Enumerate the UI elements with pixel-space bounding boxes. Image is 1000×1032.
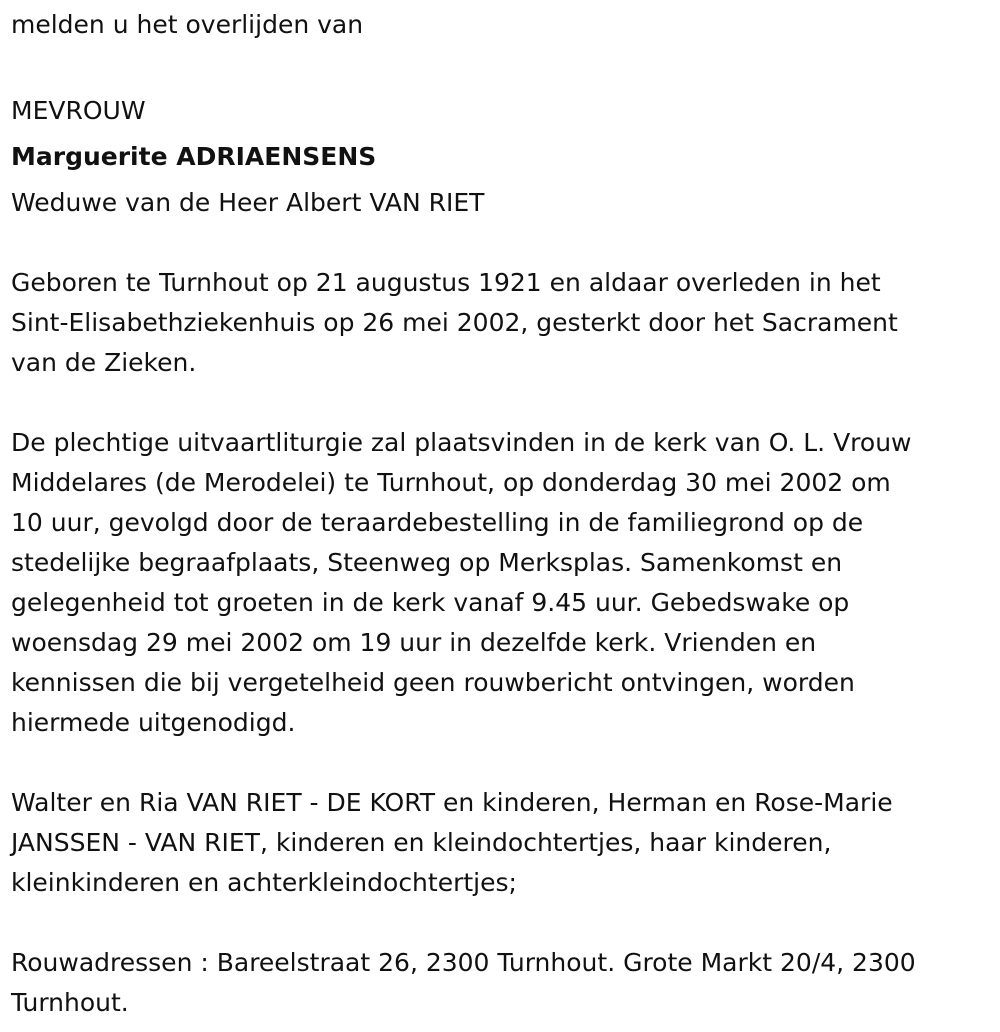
paragraph-line: van de Zieken. xyxy=(11,348,197,377)
addresses-paragraph xyxy=(11,943,986,1023)
paragraph-line: stedelijke begraafplaats, Steenweg op Merksplas. Samenkomst en xyxy=(11,548,843,577)
birth-death-paragraph xyxy=(11,263,986,383)
paragraph-line: Geboren te Turnhout op 21 augustus 1921 en aldaar overleden in het xyxy=(11,268,881,297)
paragraph-line: woensdag 29 mei 2002 om 19 uur in dezelfde kerk. Vrienden en xyxy=(11,628,817,657)
paragraph-line: gelegenheid tot groeten in de kerk vanaf 9.45 uur. Gebedswake op xyxy=(11,588,850,617)
obituary-notice xyxy=(11,0,986,1023)
paragraph-line: De plechtige uitvaartliturgie zal plaatsvinden in de kerk van O. L. Vrouw xyxy=(11,428,912,457)
paragraph-line: Turnhout. xyxy=(11,988,129,1017)
paragraph-line: kennissen die bij vergetelheid geen rouwbericht ontvingen, worden xyxy=(11,668,855,697)
paragraph-line: JANSSEN - VAN RIET, kinderen en kleindochtertjes, haar kinderen, xyxy=(11,828,832,857)
widow-of-line: Weduwe van de Heer Albert VAN RIET xyxy=(11,188,485,217)
paragraph-line: hiermede uitgenodigd. xyxy=(11,708,296,737)
paragraph-line: 10 uur, gevolgd door de teraardebestelling in de familiegrond op de xyxy=(11,508,864,537)
funeral-paragraph xyxy=(11,423,986,743)
paragraph-line: Sint-Elisabethziekenhuis op 26 mei 2002, gesterkt door het Sacrament xyxy=(11,308,898,337)
deceased-name: Marguerite ADRIAENSENS xyxy=(11,142,377,171)
paragraph-line: Walter en Ria VAN RIET - DE KORT en kinderen, Herman en Rose-Marie xyxy=(11,788,893,817)
opening-line: melden u het overlijden van xyxy=(11,10,364,39)
family-paragraph xyxy=(11,783,986,903)
honorific-title: MEVROUW xyxy=(11,96,146,125)
paragraph-line: kleinkinderen en achterkleindochtertjes; xyxy=(11,868,517,897)
paragraph-line: Middelares (de Merodelei) te Turnhout, op donderdag 30 mei 2002 om xyxy=(11,468,891,497)
paragraph-line: Rouwadressen : Bareelstraat 26, 2300 Turnhout. Grote Markt 20/4, 2300 xyxy=(11,948,916,977)
